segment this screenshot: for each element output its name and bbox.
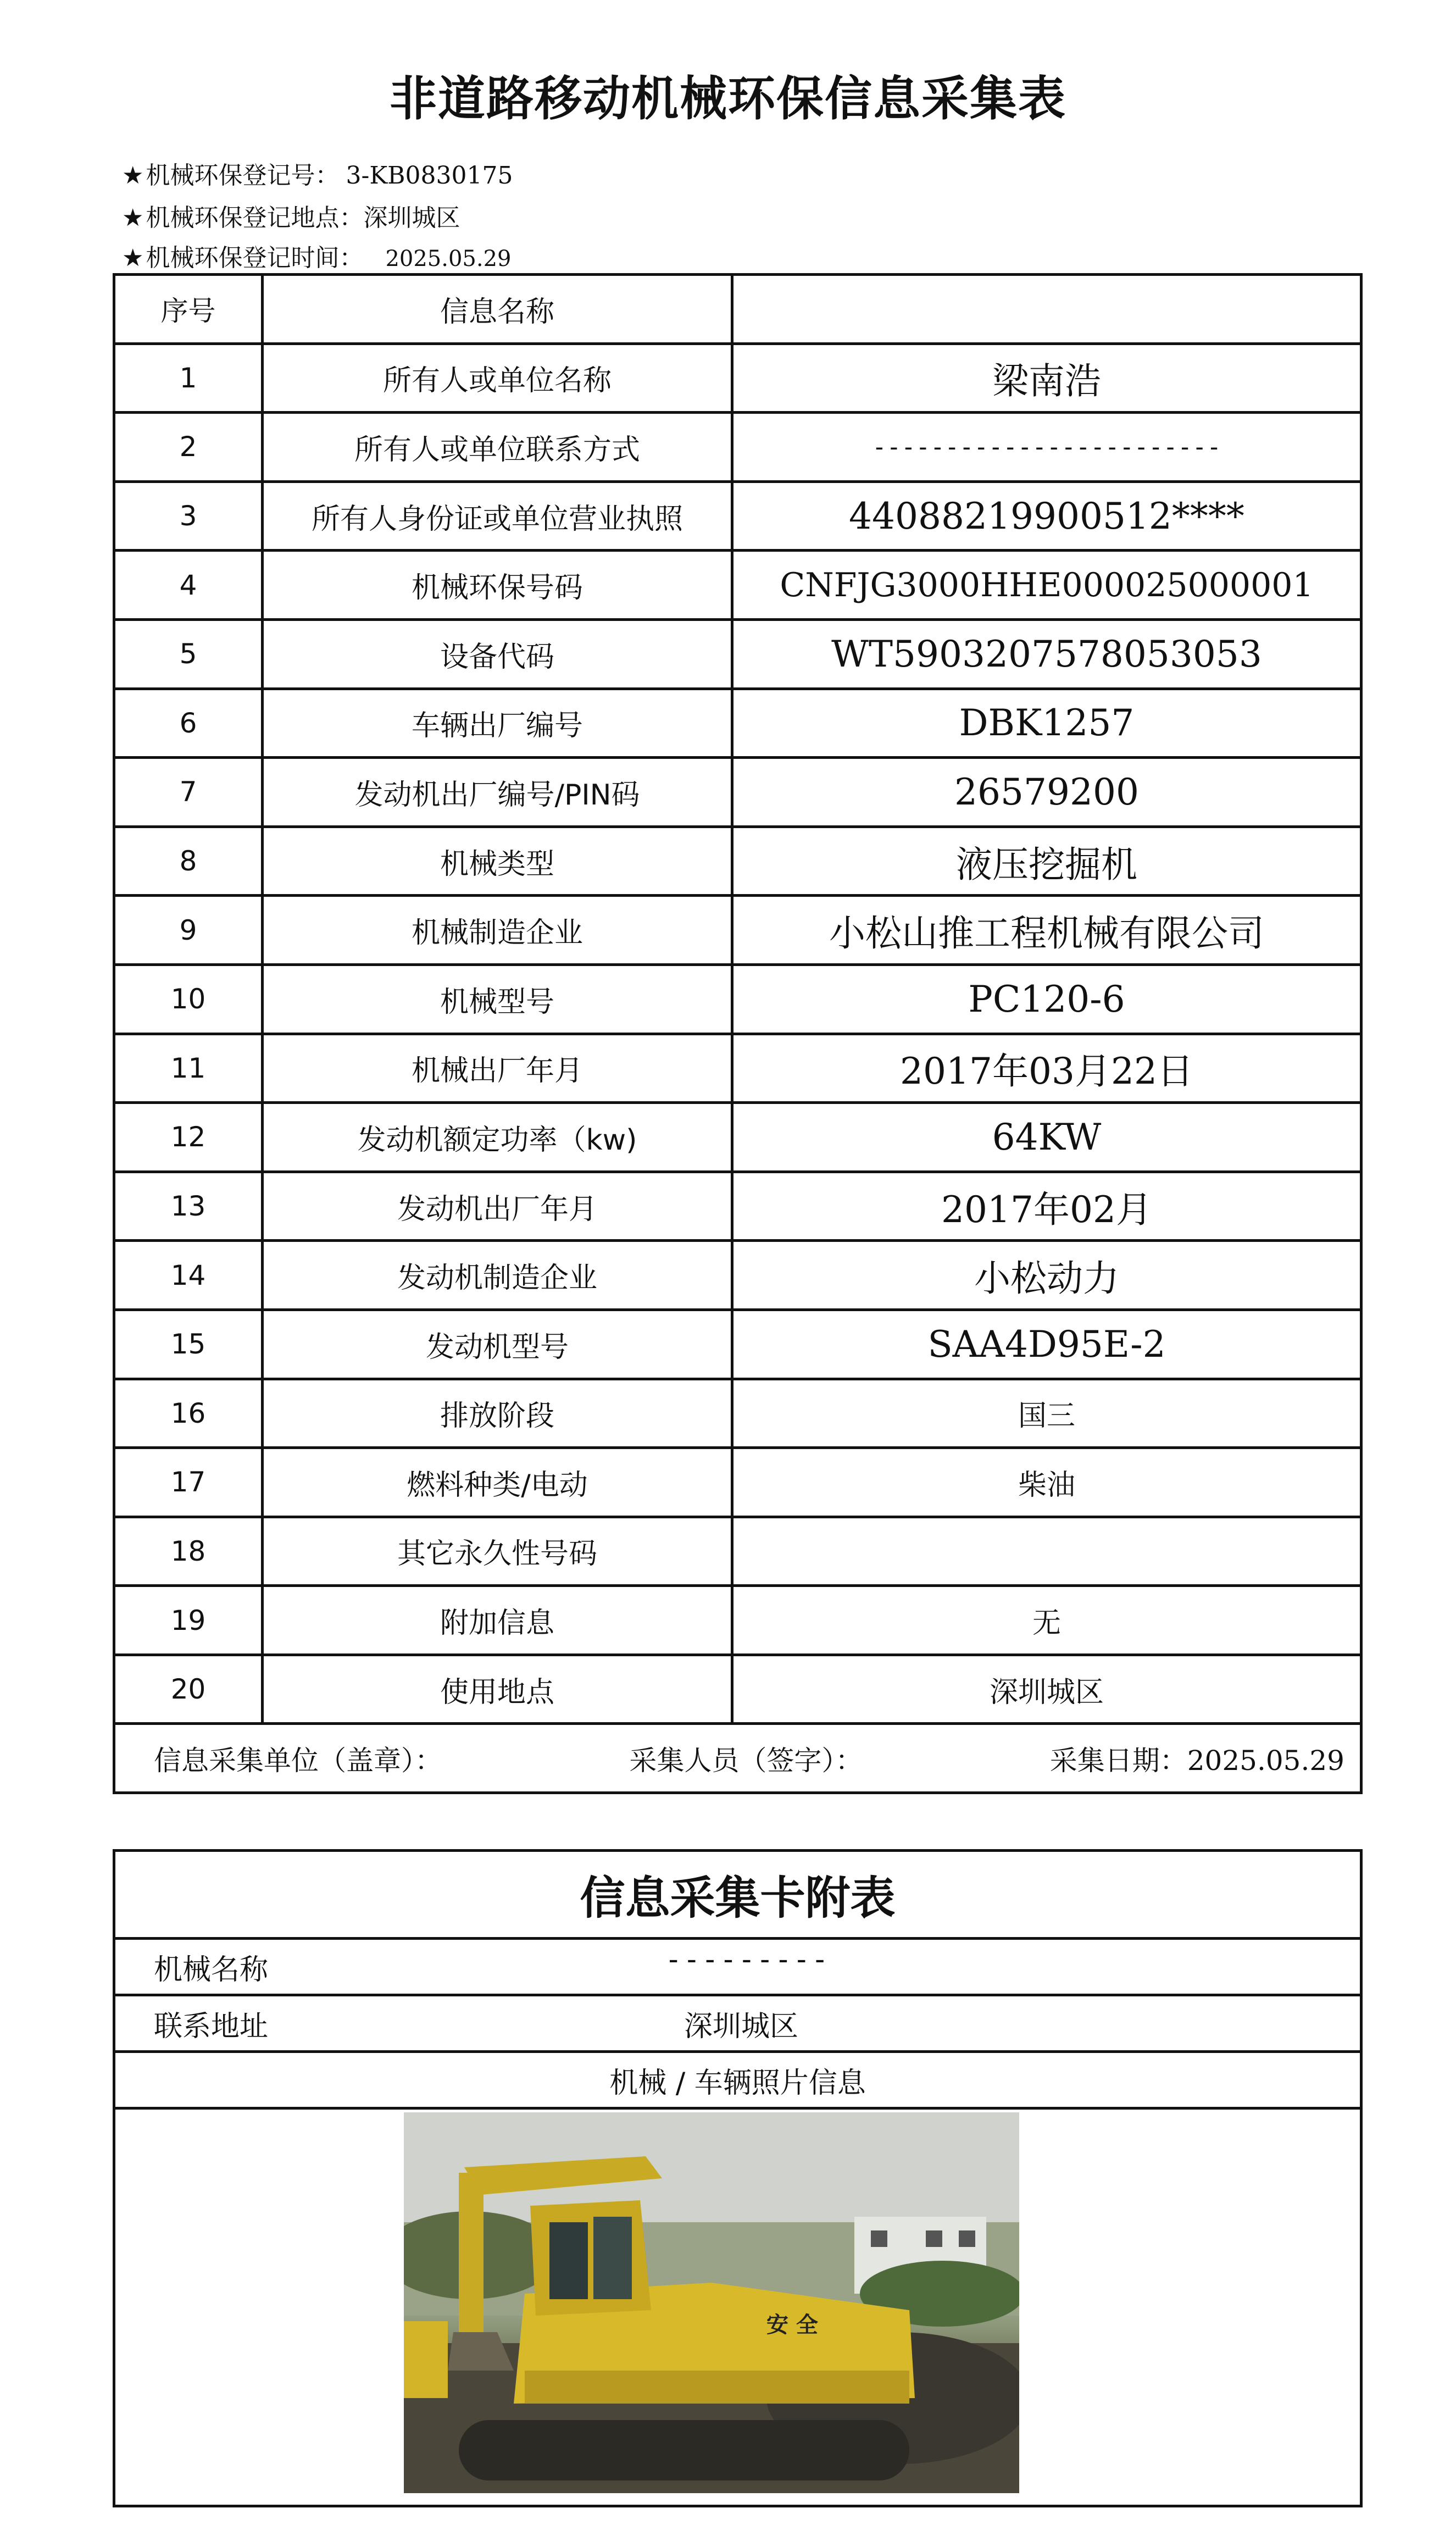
table-row [114,1379,1361,1448]
row-value: SAA4D95E-2 [732,1309,1361,1379]
row-number: 11 [114,1034,263,1103]
row-name: 机械制造企业 [263,896,732,965]
table-row [114,1172,1361,1241]
photo-header: 机械 / 车辆照片信息 [115,2053,1360,2110]
row-value: WT5903207578053053 [732,619,1361,689]
row-value: ------------------------ [732,413,1361,482]
row-name: 车辆出厂编号 [263,689,732,758]
reg-number-label: 机械环保登记号： [146,162,340,190]
machine-name-label: 机械名称 [154,1953,269,1986]
row-value: 26579200 [732,758,1361,827]
row-name: 所有人或单位联系方式 [263,413,732,482]
star-icon: ★ [122,162,144,190]
collection-unit-label: 信息采集单位（盖章）： [154,1744,442,1777]
star-icon: ★ [122,204,144,232]
table-row [114,1309,1361,1379]
row-number: 16 [114,1379,263,1448]
header-info-name: 信息名称 [263,275,732,344]
row-value: 小松动力 [732,1241,1361,1310]
address-label: 联系地址 [154,2010,269,2043]
row-name: 燃料种类/电动 [263,1448,732,1517]
appendix-table [113,1849,1363,2507]
row-name: 发动机额定功率（kw) [263,1103,732,1172]
collector-label: 采集人员（签字）： [629,1744,863,1777]
row-value: 2017年02月 [732,1172,1361,1241]
page-title: 非道路移动机械环保信息采集表 [390,71,1066,126]
row-name: 发动机出厂编号/PIN码 [263,758,732,827]
row-name: 发动机制造企业 [263,1241,732,1310]
row-number: 20 [114,1655,263,1724]
row-number: 7 [114,758,263,827]
reg-number-value: 3-KB0830175 [346,162,513,190]
row-number: 3 [114,481,263,551]
row-name: 机械环保号码 [263,551,732,620]
reg-place-label: 机械环保登记地点： [146,204,364,232]
header-value [732,275,1361,344]
row-name: 其它永久性号码 [263,1517,732,1586]
row-value: DBK1257 [732,689,1361,758]
row-value: 小松山推工程机械有限公司 [732,896,1361,965]
table-body [114,343,1361,1793]
row-value: 44088219900512**** [732,481,1361,551]
row-name: 所有人身份证或单位营业执照 [263,481,732,551]
row-value [732,1517,1361,1586]
row-number: 18 [114,1517,263,1586]
reg-time-value: 2025.05.29 [385,246,512,271]
appendix-title: 信息采集卡附表 [115,1852,1360,1940]
excavator-photo [404,2112,1019,2493]
row-name: 机械类型 [263,826,732,896]
collection-date-label: 采集日期： [1049,1744,1187,1777]
row-number: 1 [114,343,263,413]
collection-date [1050,1739,1344,1778]
reg-time-line [122,238,511,273]
row-number: 19 [114,1586,263,1655]
row-value: 64KW [732,1103,1361,1172]
table-row [114,896,1361,965]
row-number: 8 [114,826,263,896]
row-value: PC120-6 [732,964,1361,1034]
star-icon: ★ [122,244,144,272]
table-row [114,964,1361,1034]
table-row [114,826,1361,896]
table-row [114,689,1361,758]
row-value: 柴油 [732,1448,1361,1517]
table-row [114,1241,1361,1310]
appendix-address-row [115,1996,1360,2053]
row-number: 17 [114,1448,263,1517]
table-row [114,758,1361,827]
footer-content [115,1739,1360,1778]
row-name: 设备代码 [263,619,732,689]
row-number: 2 [114,413,263,482]
table-row [114,1586,1361,1655]
row-name: 机械型号 [263,964,732,1034]
photo-area [115,2110,1360,2501]
table-row [114,413,1361,482]
collection-date-value: 2025.05.29 [1187,1744,1344,1777]
footer-cell [114,1724,1361,1793]
row-value: 国三 [732,1379,1361,1448]
row-number: 10 [114,964,263,1034]
row-number: 12 [114,1103,263,1172]
row-name: 机械出厂年月 [263,1034,732,1103]
reg-place-line [122,198,460,233]
table-row [114,1517,1361,1586]
row-value: 梁南浩 [732,343,1361,413]
row-number: 5 [114,619,263,689]
row-number: 9 [114,896,263,965]
body-safety-text: 安 全 [766,2312,818,2338]
table-row [114,1655,1361,1724]
table-header-row [114,275,1361,344]
row-name: 发动机出厂年月 [263,1172,732,1241]
row-name: 排放阶段 [263,1379,732,1448]
row-name: 附加信息 [263,1586,732,1655]
row-value: 液压挖掘机 [732,826,1361,896]
row-number: 6 [114,689,263,758]
table-row [114,481,1361,551]
row-number: 4 [114,551,263,620]
row-value: CNFJG3000HHE000025000001 [732,551,1361,620]
row-number: 15 [114,1309,263,1379]
row-name: 所有人或单位名称 [263,343,732,413]
row-name: 发动机型号 [263,1309,732,1379]
row-number: 13 [114,1172,263,1241]
row-value: 深圳城区 [732,1655,1361,1724]
machine-name-value: --------- [665,1943,830,1976]
header-number: 序号 [114,275,263,344]
table-row [114,1034,1361,1103]
reg-number-line [122,156,513,191]
table-row [114,1103,1361,1172]
row-number: 14 [114,1241,263,1310]
info-table [113,273,1363,1794]
reg-place-value: 深圳城区 [363,204,460,232]
row-value: 无 [732,1586,1361,1655]
appendix-machine-name-row [115,1940,1360,1996]
address-value: 深圳城区 [684,2010,799,2043]
row-value: 2017年03月22日 [732,1034,1361,1103]
table-footer-row [114,1724,1361,1793]
table-row [114,619,1361,689]
excavator-illustration [404,2112,1019,2493]
table-row [114,343,1361,413]
reg-time-label: 机械环保登记时间： [146,244,364,272]
row-name: 使用地点 [263,1655,732,1724]
table-row [114,551,1361,620]
table-row [114,1448,1361,1517]
